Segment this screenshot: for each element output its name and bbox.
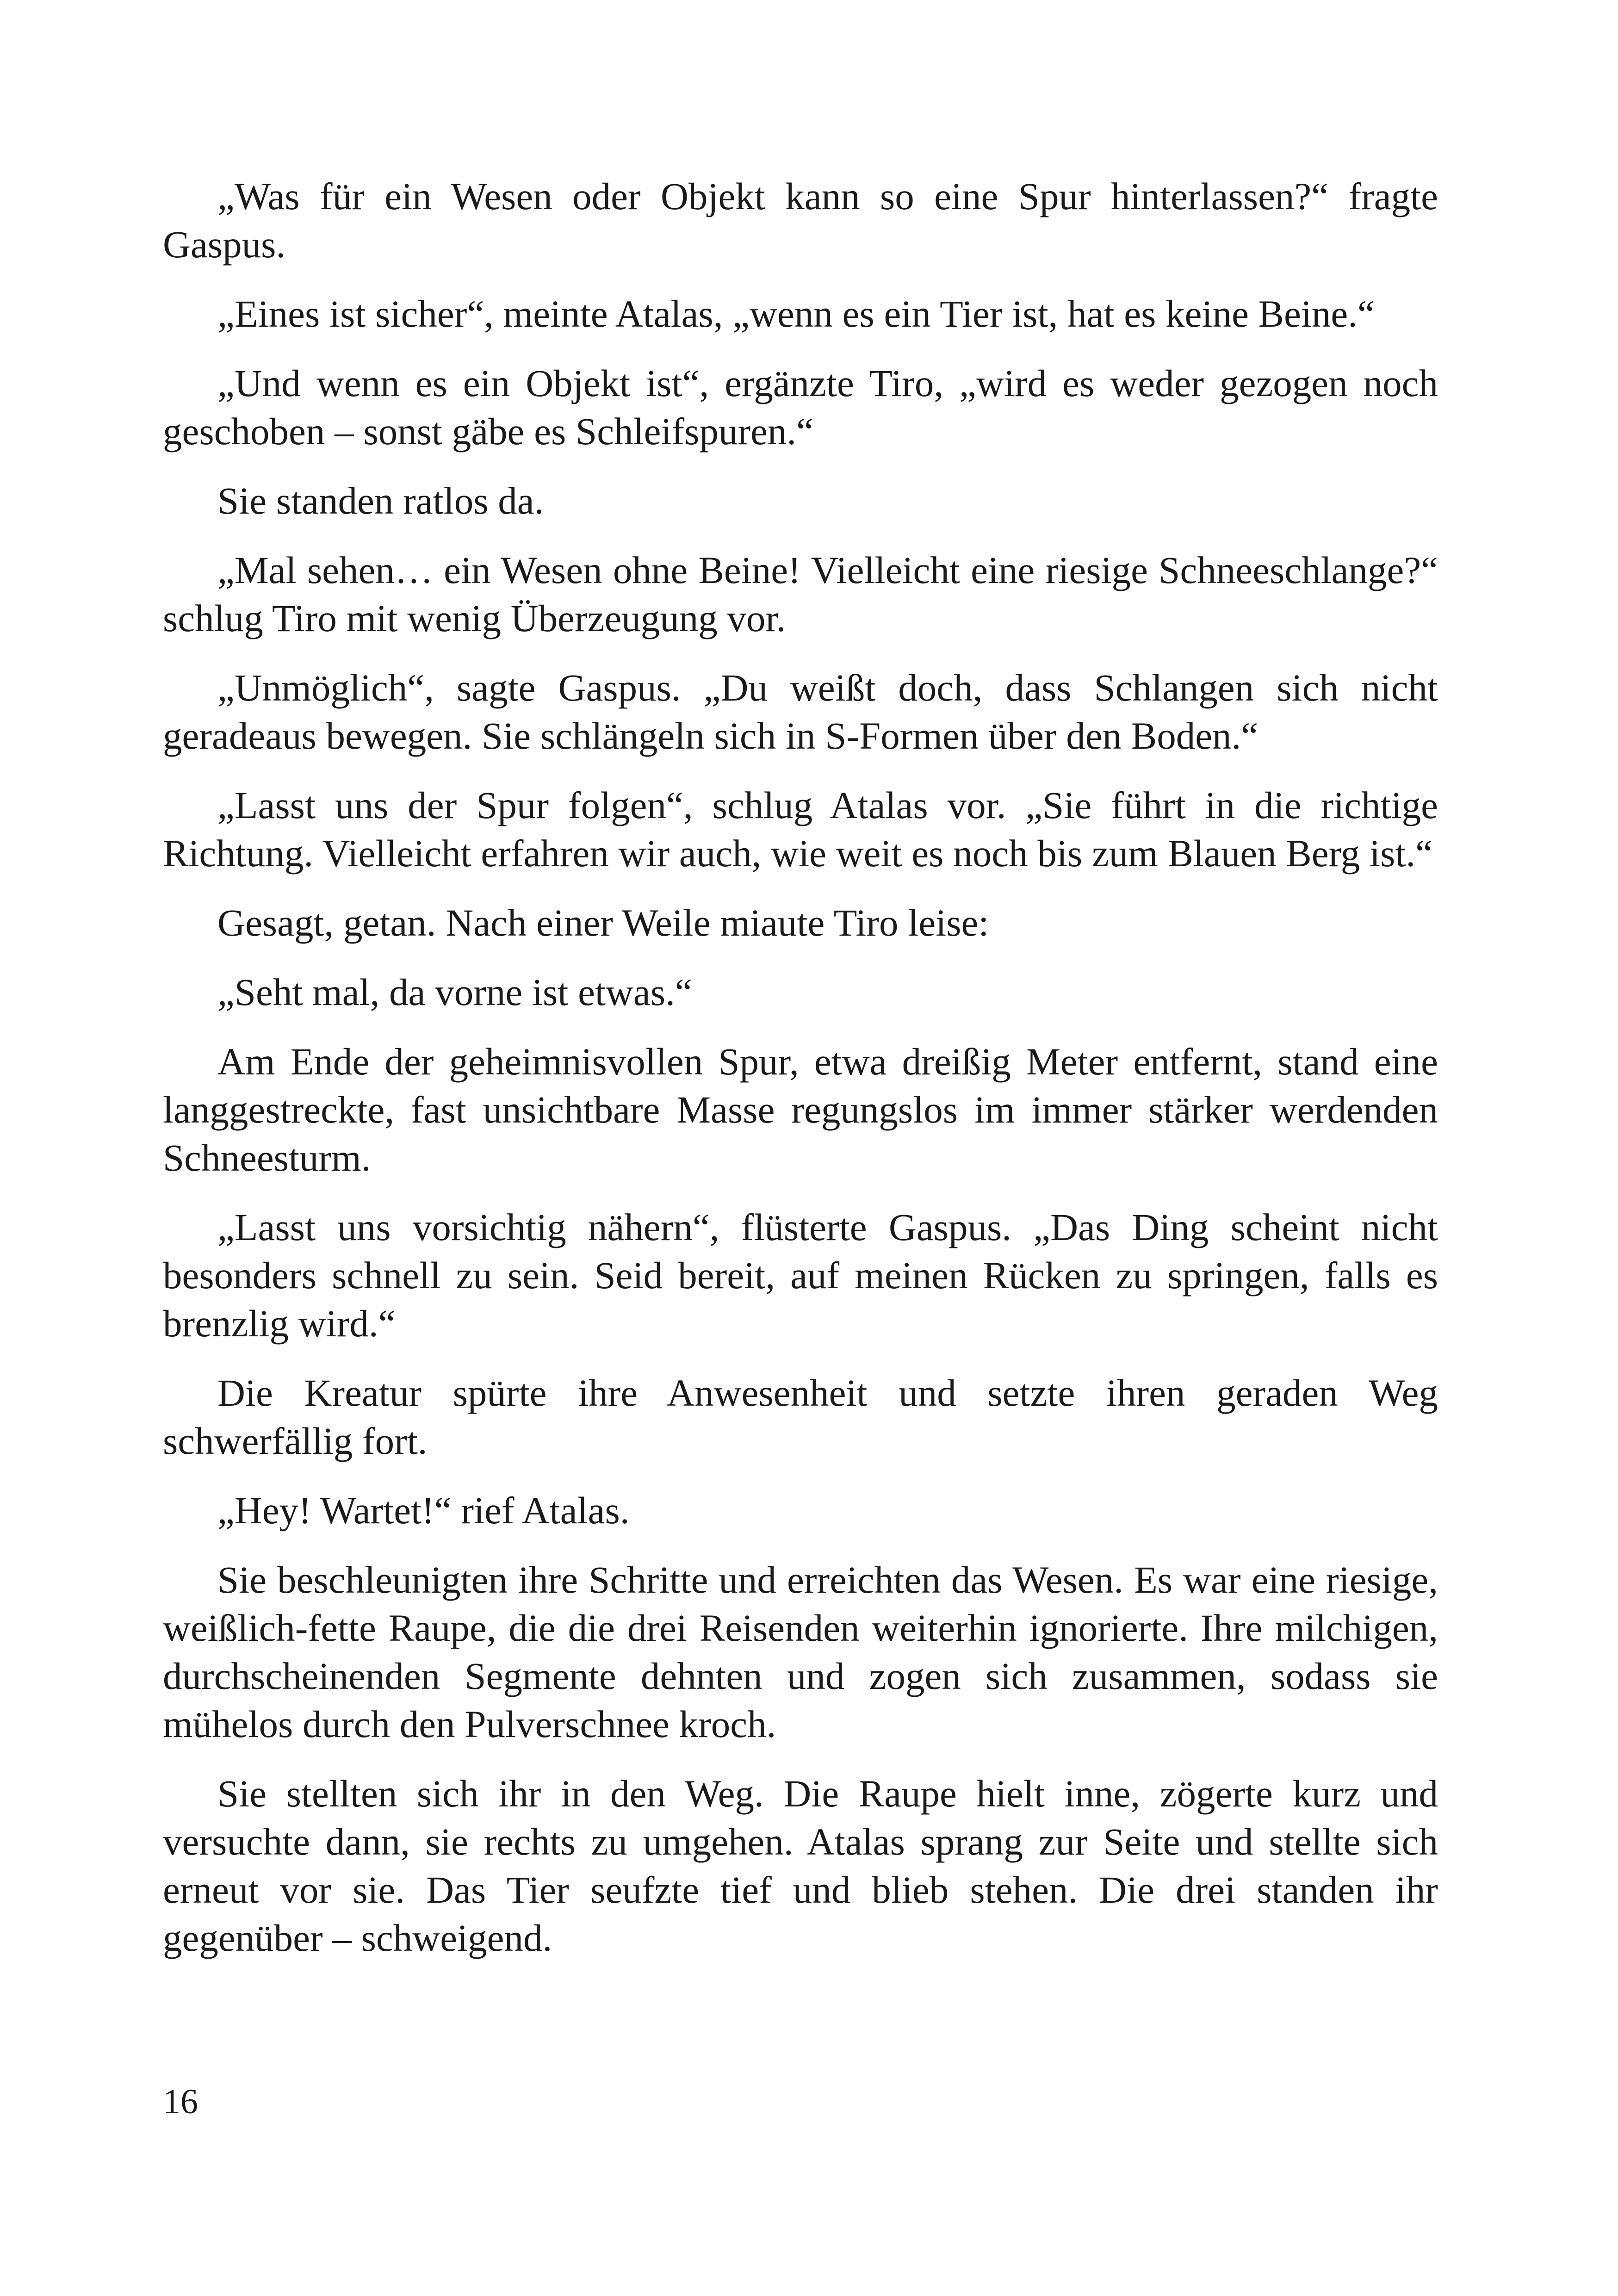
paragraph: Sie beschleunigten ihre Schritte und erreichten das Wesen. Es war eine riesige, weißlich-fette Raupe, die die drei Reisenden weiterhin ignorierte. Ihre milchigen, durchscheinenden Segmente dehnten und zogen sich zusammen, sodass sie mühelos durch den Pulverschnee kroch.: [163, 1558, 1438, 1745]
paragraph: „Lasst uns vorsichtig nähern“, flüsterte Gaspus. „Das Ding scheint nicht besonders schnell zu sein. Seid bereit, auf meinen Rücken zu springen, falls es brenzlig wird.“: [163, 1206, 1438, 1345]
paragraph: Die Kreatur spürte ihre Anwesenheit und setzte ihren geraden Weg schwerfällig fort.: [163, 1371, 1438, 1462]
paragraph: „Und wenn es ein Objekt ist“, ergänzte Tiro, „wird es weder gezogen noch geschoben – sonst gäbe es Schleifspuren.“: [163, 362, 1438, 453]
paragraph: „Seht mal, da vorne ist etwas.“: [217, 971, 692, 1013]
paragraph: Sie stellten sich ihr in den Weg. Die Raupe hielt inne, zögerte kurz und versuchte dann, sie rechts zu umgehen. Atalas sprang zur Seite und stellte sich erneut vor sie. Das Tier seufzte tief und blieb stehen. Die drei standen ihr gegenüber – schweigend.: [163, 1772, 1438, 1959]
body-text: [163, 172, 1438, 1983]
paragraph: „Eines ist sicher“, meinte Atalas, „wenn es ein Tier ist, hat es keine Beine.“: [217, 292, 1375, 335]
paragraph: Gesagt, getan. Nach einer Weile miaute Tiro leise:: [217, 901, 989, 944]
paragraph: „Unmöglich“, sagte Gaspus. „Du weißt doch, dass Schlangen sich nicht geradeaus bewegen. Sie schlängeln sich in S-Formen über den Boden.“: [163, 666, 1438, 757]
page-number: 16: [163, 2082, 198, 2121]
paragraph: „Was für ein Wesen oder Objekt kann so eine Spur hinterlassen?“ fragte Gaspus.: [163, 175, 1438, 266]
paragraph: „Lasst uns der Spur folgen“, schlug Atalas vor. „Sie führt in die richtige Richtung. Vielleicht erfahren wir auch, wie weit es noch bis zum Blauen Berg ist.“: [163, 784, 1438, 875]
paragraph: Am Ende der geheimnisvollen Spur, etwa dreißig Meter entfernt, stand eine langgestreckte, fast unsichtbare Masse regungslos im immer stärker werdenden Schneesturm.: [163, 1040, 1438, 1179]
paragraph: „Hey! Wartet!“ rief Atalas.: [217, 1489, 630, 1532]
paragraph: „Mal sehen… ein Wesen ohne Beine! Vielleicht eine riesige Schneeschlange?“ schlug Tiro mit wenig Überzeugung vor.: [163, 549, 1438, 639]
paragraph: Sie standen ratlos da.: [217, 479, 544, 522]
